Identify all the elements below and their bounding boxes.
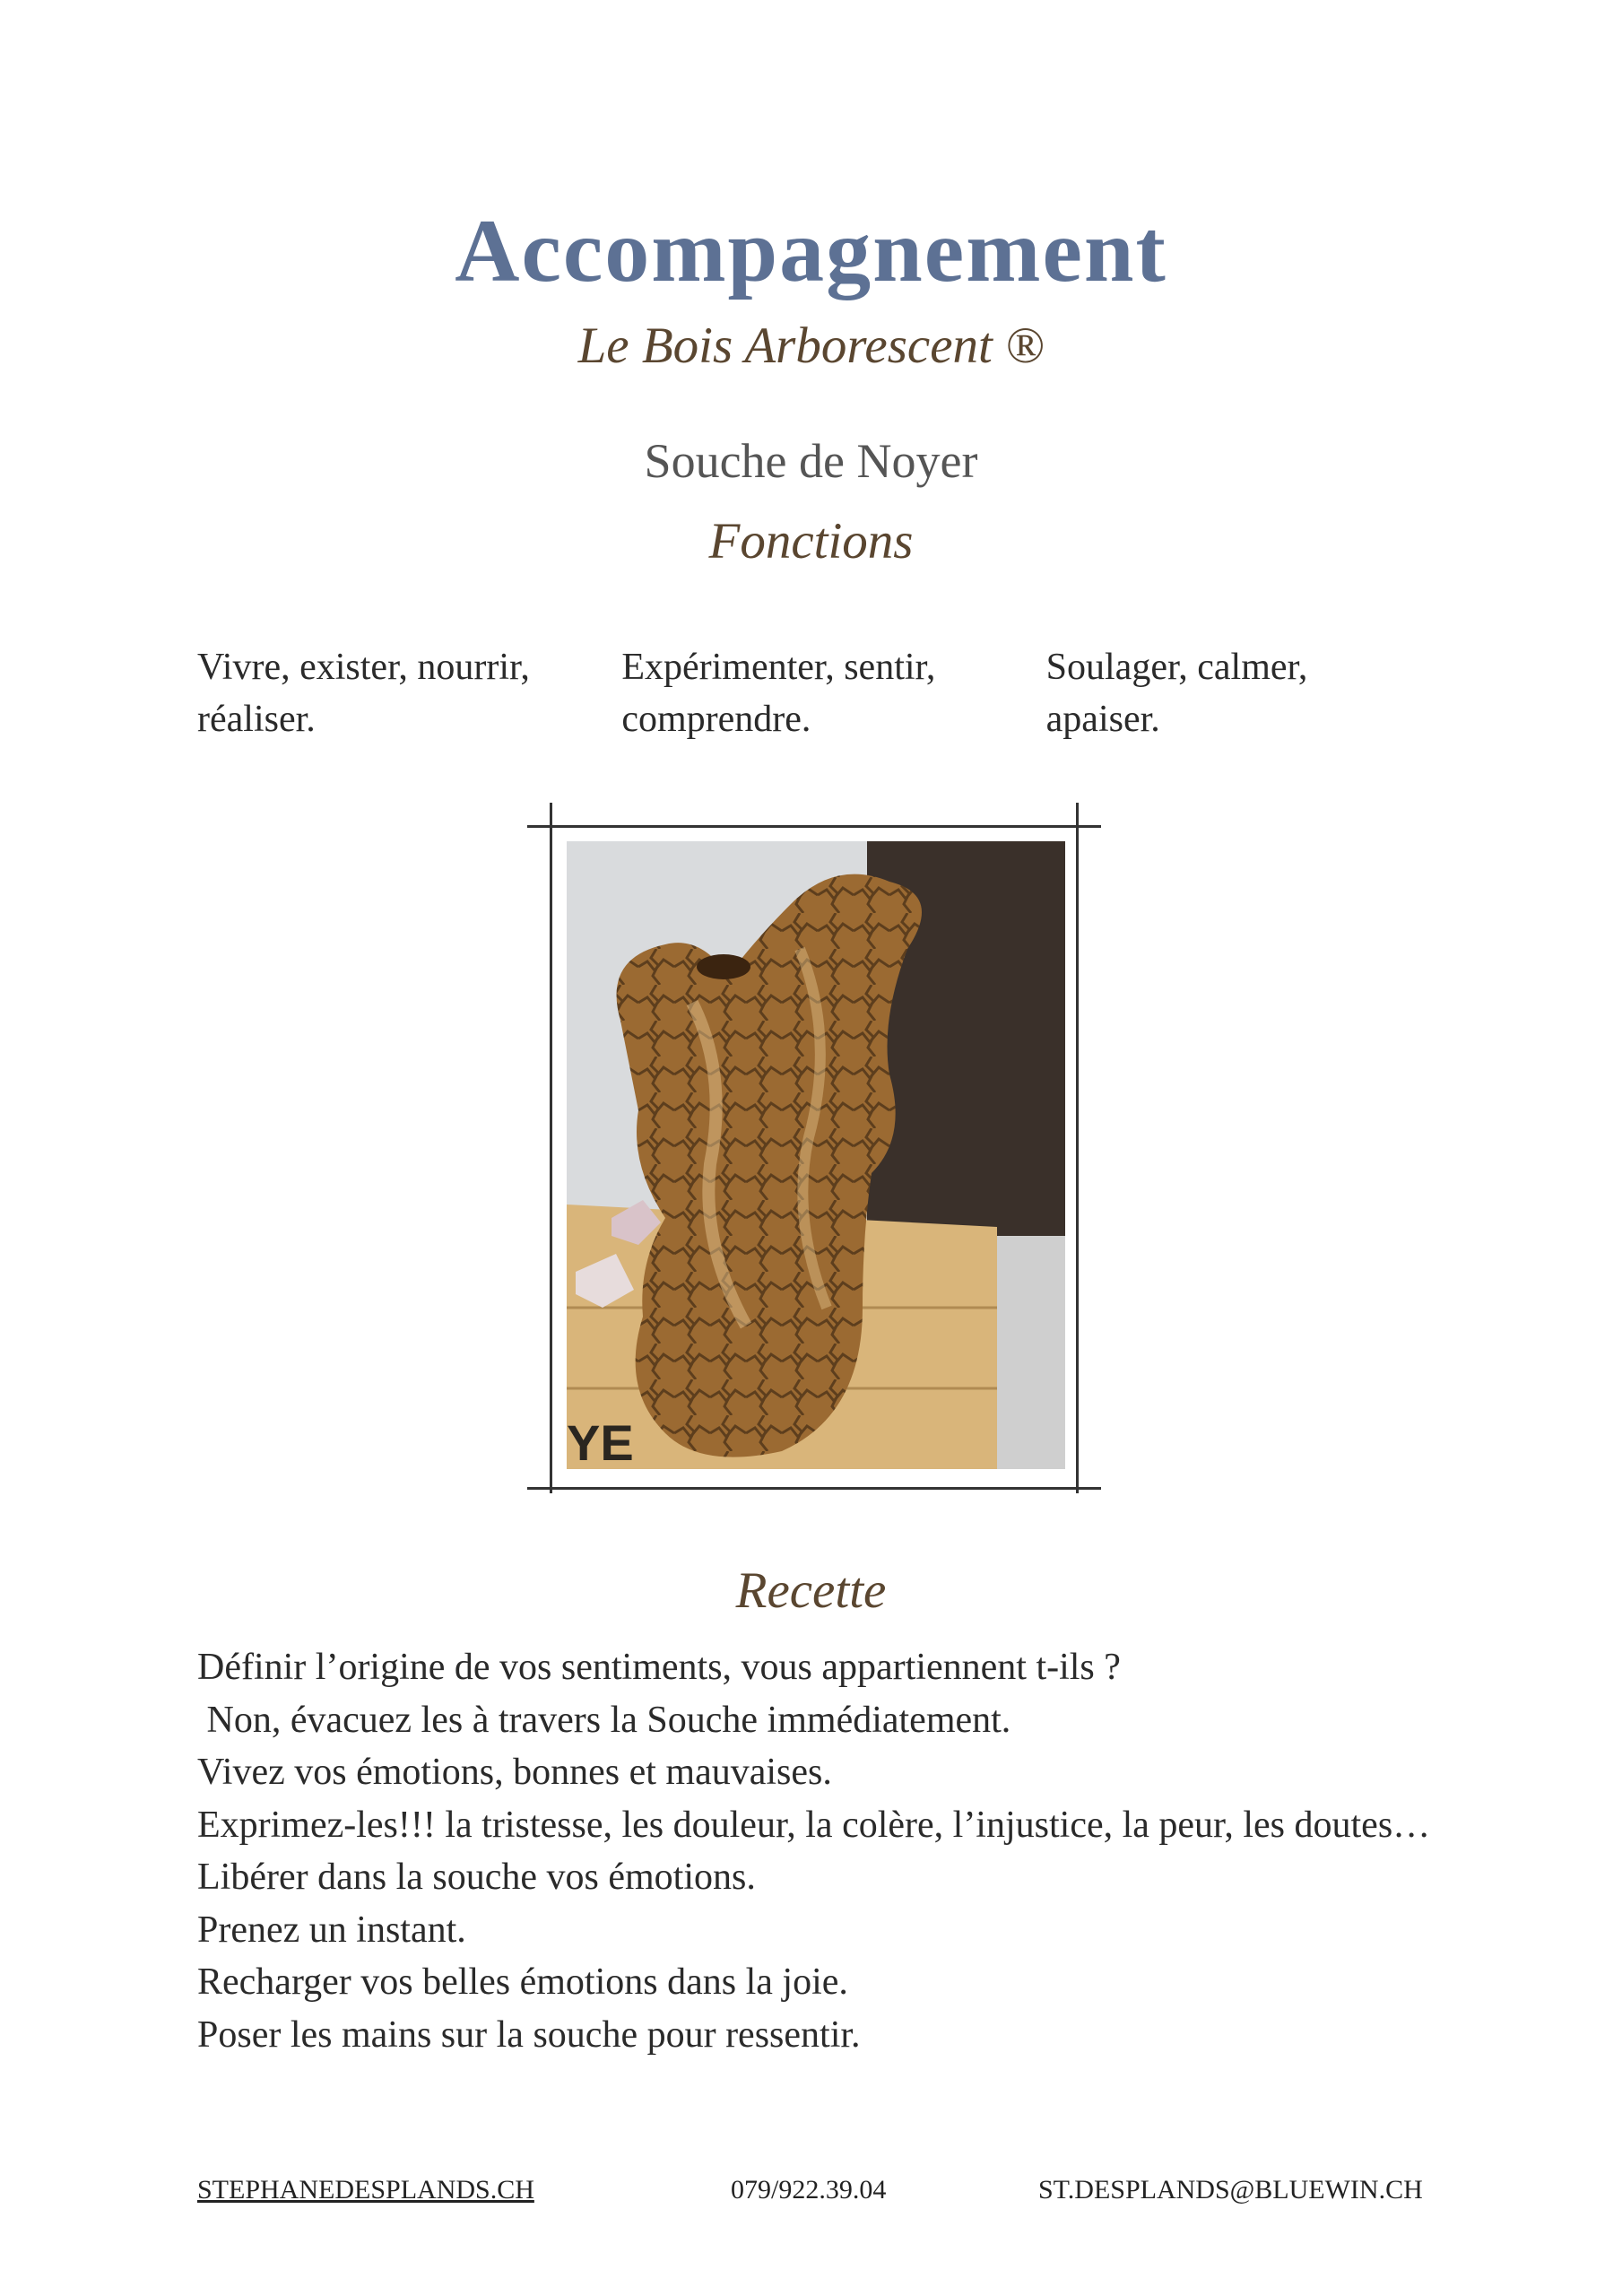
- recipe-text: [197, 1641, 1470, 2061]
- recipe-line: Poser les mains sur la souche pour ressentir.: [197, 2013, 861, 2056]
- website-link[interactable]: STEPHANEDESPLANDS.CH: [197, 2175, 534, 2205]
- functions-heading: Fonctions: [708, 513, 914, 570]
- function-item: [197, 641, 621, 745]
- recipe-line: Vivez vos émotions, bonnes et mauvaises.: [197, 1752, 832, 1793]
- frame-line-bottom: [527, 1487, 1101, 1490]
- function-line: Soulager, calmer,: [1045, 647, 1308, 688]
- recipe-line: Libérer dans la souche vos émotions.: [197, 1857, 756, 1898]
- recipe-line: Exprimez-les!!! la tristesse, les douleur, la colère, l’injustice, la peur, les doutes…: [197, 1804, 1431, 1846]
- recipe-line: Non, évacuez les à travers la Souche immédiatement.: [197, 1699, 1011, 1741]
- frame-line-top: [527, 825, 1101, 828]
- functions-list: [197, 641, 1470, 745]
- product-name: Souche de Noyer: [644, 434, 978, 488]
- recipe-line: Recharger vos belles émotions dans la joie.: [197, 1961, 848, 2003]
- function-line: apaiser.: [1045, 699, 1160, 740]
- photo-frame: [527, 803, 1101, 1493]
- crate-lettering: YE: [567, 1414, 634, 1469]
- function-line: réaliser.: [197, 699, 316, 740]
- phone-number: 079/922.39.04: [731, 2175, 887, 2205]
- page-subtitle: Le Bois Arborescent ®: [577, 317, 1045, 374]
- function-line: comprendre.: [621, 699, 811, 740]
- page-title: Accompagnement: [455, 201, 1167, 300]
- function-line: Vivre, exister, nourrir,: [197, 647, 530, 688]
- frame-line-left: [550, 803, 552, 1493]
- recipe-line: Prenez un instant.: [197, 1909, 466, 1951]
- walnut-stump-image: [567, 841, 1065, 1469]
- recipe-heading: Recette: [735, 1562, 887, 1619]
- frame-line-right: [1076, 803, 1079, 1493]
- walnut-stump-photo: [567, 841, 1065, 1469]
- function-line: Expérimenter, sentir,: [621, 647, 936, 688]
- recipe-line: Définir l’origine de vos sentiments, vous appartiennent t-ils ?: [197, 1647, 1121, 1688]
- function-item: [1046, 641, 1470, 745]
- email-address[interactable]: ST.DESPLANDS@BLUEWIN.CH: [1038, 2175, 1423, 2205]
- function-item: [621, 641, 1045, 745]
